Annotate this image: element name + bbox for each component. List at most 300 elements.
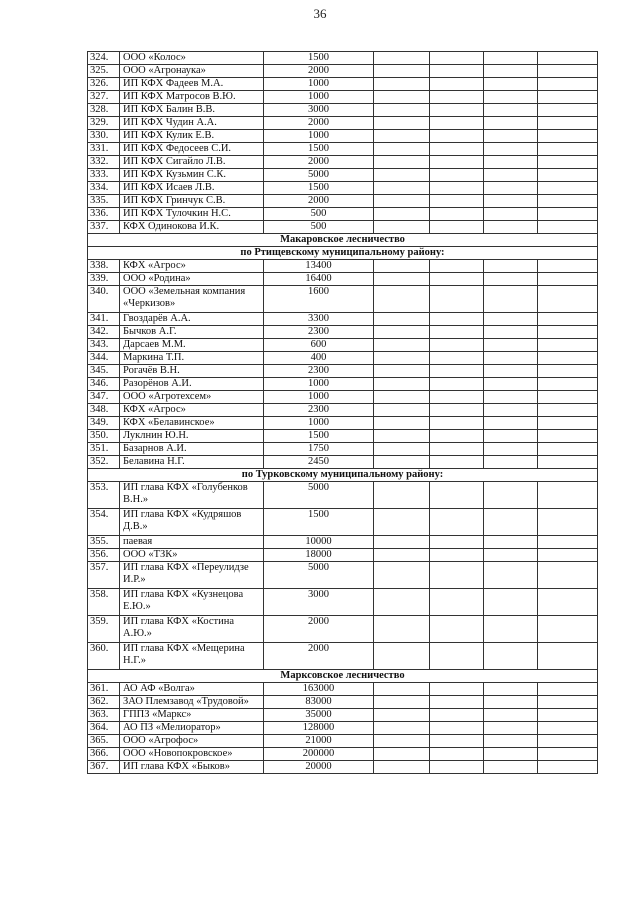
empty-cell <box>484 273 538 286</box>
table-row <box>88 417 598 430</box>
empty-cell <box>484 378 538 391</box>
table-row <box>88 260 598 273</box>
empty-cell <box>374 52 430 65</box>
area-value: 10000 <box>264 536 374 549</box>
row-number: 345. <box>88 365 120 378</box>
row-number: 359. <box>88 616 120 643</box>
empty-cell <box>374 352 430 365</box>
registry-table-body <box>88 52 598 774</box>
area-value: 1000 <box>264 130 374 143</box>
empty-cell <box>374 143 430 156</box>
empty-cell <box>538 313 598 326</box>
row-number: 340. <box>88 286 120 313</box>
empty-cell <box>538 182 598 195</box>
empty-cell <box>430 143 484 156</box>
table-row <box>88 404 598 417</box>
row-number: 364. <box>88 722 120 735</box>
table-row <box>88 430 598 443</box>
empty-cell <box>374 378 430 391</box>
empty-cell <box>430 326 484 339</box>
table-row <box>88 286 598 313</box>
table-row <box>88 589 598 616</box>
table-row <box>88 549 598 562</box>
empty-cell <box>374 456 430 469</box>
table-row <box>88 365 598 378</box>
organization-name: ИП глава КФХ «Переулидзе И.Р.» <box>120 562 264 589</box>
table-row <box>88 208 598 221</box>
organization-name: ИП КФХ Фадеев М.А. <box>120 78 264 91</box>
table-row <box>88 182 598 195</box>
empty-cell <box>484 104 538 117</box>
empty-cell <box>374 549 430 562</box>
organization-name: ИП глава КФХ «Голубенков В.Н.» <box>120 482 264 509</box>
organization-name: Дарсаев М.М. <box>120 339 264 352</box>
table-row <box>88 221 598 234</box>
empty-cell <box>430 616 484 643</box>
area-value: 128000 <box>264 722 374 735</box>
empty-cell <box>484 430 538 443</box>
table-row <box>88 156 598 169</box>
empty-cell <box>430 562 484 589</box>
empty-cell <box>484 509 538 536</box>
empty-cell <box>374 182 430 195</box>
empty-cell <box>374 696 430 709</box>
row-number: 335. <box>88 195 120 208</box>
row-number: 330. <box>88 130 120 143</box>
table-row <box>88 735 598 748</box>
empty-cell <box>430 549 484 562</box>
empty-cell <box>374 313 430 326</box>
empty-cell <box>430 352 484 365</box>
organization-name: ИП КФХ Гринчук С.В. <box>120 195 264 208</box>
area-value: 2300 <box>264 404 374 417</box>
empty-cell <box>538 339 598 352</box>
empty-cell <box>430 748 484 761</box>
row-number: 357. <box>88 562 120 589</box>
row-number: 342. <box>88 326 120 339</box>
empty-cell <box>484 339 538 352</box>
empty-cell <box>484 208 538 221</box>
organization-name: ООО «Агронаука» <box>120 65 264 78</box>
empty-cell <box>430 195 484 208</box>
area-value: 20000 <box>264 761 374 774</box>
empty-cell <box>374 748 430 761</box>
table-row <box>88 130 598 143</box>
row-number: 346. <box>88 378 120 391</box>
organization-name: ИП глава КФХ «Быков» <box>120 761 264 774</box>
organization-name: ИП КФХ Кулик Е.В. <box>120 130 264 143</box>
table-row <box>88 482 598 509</box>
area-value: 5000 <box>264 482 374 509</box>
empty-cell <box>484 722 538 735</box>
empty-cell <box>538 509 598 536</box>
empty-cell <box>430 260 484 273</box>
empty-cell <box>374 683 430 696</box>
table-row <box>88 616 598 643</box>
section-title: по Ртищевскому муниципальному району: <box>88 247 598 260</box>
empty-cell <box>538 430 598 443</box>
table-row <box>88 643 598 670</box>
empty-cell <box>374 417 430 430</box>
table-row <box>88 709 598 722</box>
empty-cell <box>430 735 484 748</box>
table-row <box>88 761 598 774</box>
table-row <box>88 78 598 91</box>
empty-cell <box>484 52 538 65</box>
row-number: 332. <box>88 156 120 169</box>
organization-name: ООО «Родина» <box>120 273 264 286</box>
empty-cell <box>374 91 430 104</box>
empty-cell <box>538 456 598 469</box>
area-value: 16400 <box>264 273 374 286</box>
section-header-row <box>88 670 598 683</box>
area-value: 2300 <box>264 326 374 339</box>
empty-cell <box>484 117 538 130</box>
area-value: 1000 <box>264 417 374 430</box>
area-value: 2000 <box>264 156 374 169</box>
table-row <box>88 104 598 117</box>
section-header-row <box>88 247 598 260</box>
empty-cell <box>538 208 598 221</box>
empty-cell <box>538 549 598 562</box>
empty-cell <box>484 286 538 313</box>
row-number: 331. <box>88 143 120 156</box>
area-value: 500 <box>264 221 374 234</box>
empty-cell <box>374 326 430 339</box>
row-number: 336. <box>88 208 120 221</box>
empty-cell <box>538 735 598 748</box>
organization-name: ИП глава КФХ «Костина А.Ю.» <box>120 616 264 643</box>
empty-cell <box>374 130 430 143</box>
empty-cell <box>538 709 598 722</box>
empty-cell <box>430 709 484 722</box>
row-number: 337. <box>88 221 120 234</box>
table-row <box>88 683 598 696</box>
empty-cell <box>538 643 598 670</box>
empty-cell <box>374 722 430 735</box>
empty-cell <box>374 761 430 774</box>
empty-cell <box>430 378 484 391</box>
empty-cell <box>430 696 484 709</box>
area-value: 2000 <box>264 616 374 643</box>
row-number: 324. <box>88 52 120 65</box>
table-row <box>88 562 598 589</box>
row-number: 347. <box>88 391 120 404</box>
empty-cell <box>538 143 598 156</box>
empty-cell <box>538 391 598 404</box>
organization-name: Маркина Т.П. <box>120 352 264 365</box>
empty-cell <box>374 117 430 130</box>
empty-cell <box>374 562 430 589</box>
empty-cell <box>374 365 430 378</box>
area-value: 35000 <box>264 709 374 722</box>
empty-cell <box>484 443 538 456</box>
area-value: 3000 <box>264 589 374 616</box>
empty-cell <box>538 404 598 417</box>
empty-cell <box>538 326 598 339</box>
empty-cell <box>538 616 598 643</box>
empty-cell <box>484 536 538 549</box>
organization-name: ИП глава КФХ «Мещерина Н.Г.» <box>120 643 264 670</box>
page-number: 36 <box>313 6 327 21</box>
area-value: 500 <box>264 208 374 221</box>
area-value: 13400 <box>264 260 374 273</box>
empty-cell <box>374 482 430 509</box>
empty-cell <box>538 761 598 774</box>
area-value: 1500 <box>264 143 374 156</box>
empty-cell <box>538 417 598 430</box>
empty-cell <box>374 273 430 286</box>
empty-cell <box>484 169 538 182</box>
area-value: 163000 <box>264 683 374 696</box>
organization-name: ООО «Новопокровское» <box>120 748 264 761</box>
row-number: 360. <box>88 643 120 670</box>
empty-cell <box>484 562 538 589</box>
row-number: 356. <box>88 549 120 562</box>
empty-cell <box>484 748 538 761</box>
table-row <box>88 326 598 339</box>
empty-cell <box>538 536 598 549</box>
empty-cell <box>430 722 484 735</box>
empty-cell <box>484 352 538 365</box>
area-value: 2000 <box>264 643 374 670</box>
empty-cell <box>484 221 538 234</box>
empty-cell <box>374 643 430 670</box>
organization-name: ИП КФХ Чудин А.А. <box>120 117 264 130</box>
row-number: 367. <box>88 761 120 774</box>
organization-name: КФХ Одинокова И.К. <box>120 221 264 234</box>
empty-cell <box>538 352 598 365</box>
empty-cell <box>538 130 598 143</box>
empty-cell <box>484 482 538 509</box>
area-value: 1600 <box>264 286 374 313</box>
area-value: 200000 <box>264 748 374 761</box>
table-row <box>88 536 598 549</box>
area-value: 2000 <box>264 65 374 78</box>
empty-cell <box>538 91 598 104</box>
table-row <box>88 443 598 456</box>
organization-name: ИП КФХ Сигайло Л.В. <box>120 156 264 169</box>
empty-cell <box>430 482 484 509</box>
empty-cell <box>374 286 430 313</box>
empty-cell <box>538 221 598 234</box>
row-number: 355. <box>88 536 120 549</box>
area-value: 3300 <box>264 313 374 326</box>
row-number: 344. <box>88 352 120 365</box>
table-row <box>88 169 598 182</box>
empty-cell <box>374 65 430 78</box>
area-value: 1000 <box>264 91 374 104</box>
table-row <box>88 748 598 761</box>
organization-name: ИП КФХ Исаев Л.В. <box>120 182 264 195</box>
section-title: Макаровское лесничество <box>88 234 598 247</box>
empty-cell <box>484 404 538 417</box>
table-row <box>88 52 598 65</box>
empty-cell <box>538 589 598 616</box>
organization-name: АО ПЗ «Мелиоратор» <box>120 722 264 735</box>
empty-cell <box>374 104 430 117</box>
empty-cell <box>374 339 430 352</box>
area-value: 1750 <box>264 443 374 456</box>
empty-cell <box>484 365 538 378</box>
table-row <box>88 352 598 365</box>
area-value: 3000 <box>264 104 374 117</box>
empty-cell <box>484 549 538 562</box>
organization-name: ООО «Земельная компания «Черкизов» <box>120 286 264 313</box>
area-value: 400 <box>264 352 374 365</box>
empty-cell <box>484 143 538 156</box>
empty-cell <box>374 195 430 208</box>
empty-cell <box>430 404 484 417</box>
row-number: 341. <box>88 313 120 326</box>
empty-cell <box>374 616 430 643</box>
organization-name: ООО «ТЗК» <box>120 549 264 562</box>
empty-cell <box>538 156 598 169</box>
row-number: 328. <box>88 104 120 117</box>
empty-cell <box>430 589 484 616</box>
area-value: 18000 <box>264 549 374 562</box>
row-number: 327. <box>88 91 120 104</box>
area-value: 2300 <box>264 365 374 378</box>
row-number: 362. <box>88 696 120 709</box>
empty-cell <box>538 273 598 286</box>
empty-cell <box>374 589 430 616</box>
table-row <box>88 273 598 286</box>
empty-cell <box>430 208 484 221</box>
organization-name: ИП глава КФХ «Кудряшов Д.В.» <box>120 509 264 536</box>
section-header-row <box>88 234 598 247</box>
empty-cell <box>484 65 538 78</box>
empty-cell <box>430 104 484 117</box>
empty-cell <box>430 286 484 313</box>
empty-cell <box>484 195 538 208</box>
empty-cell <box>430 430 484 443</box>
empty-cell <box>484 683 538 696</box>
organization-name: Разорёнов А.И. <box>120 378 264 391</box>
empty-cell <box>430 643 484 670</box>
area-value: 1500 <box>264 182 374 195</box>
organization-name: ООО «Колос» <box>120 52 264 65</box>
area-value: 2450 <box>264 456 374 469</box>
organization-name: КФХ «Белавинское» <box>120 417 264 430</box>
empty-cell <box>430 365 484 378</box>
empty-cell <box>430 417 484 430</box>
empty-cell <box>430 156 484 169</box>
organization-name: ООО «Агротехсем» <box>120 391 264 404</box>
table-row <box>88 696 598 709</box>
organization-name: ИП КФХ Федосеев С.И. <box>120 143 264 156</box>
area-value: 1000 <box>264 391 374 404</box>
empty-cell <box>430 456 484 469</box>
row-number: 343. <box>88 339 120 352</box>
empty-cell <box>484 91 538 104</box>
table-row <box>88 456 598 469</box>
empty-cell <box>430 313 484 326</box>
empty-cell <box>430 91 484 104</box>
empty-cell <box>538 378 598 391</box>
empty-cell <box>484 761 538 774</box>
empty-cell <box>374 391 430 404</box>
organization-name: ИП КФХ Тулочкин Н.С. <box>120 208 264 221</box>
empty-cell <box>430 391 484 404</box>
section-header-row <box>88 469 598 482</box>
empty-cell <box>484 313 538 326</box>
row-number: 361. <box>88 683 120 696</box>
table-row <box>88 378 598 391</box>
organization-name: КФХ «Агрос» <box>120 260 264 273</box>
empty-cell <box>374 509 430 536</box>
empty-cell <box>374 404 430 417</box>
area-value: 1500 <box>264 52 374 65</box>
empty-cell <box>430 221 484 234</box>
empty-cell <box>484 156 538 169</box>
empty-cell <box>538 52 598 65</box>
empty-cell <box>430 65 484 78</box>
row-number: 329. <box>88 117 120 130</box>
registry-table <box>87 51 598 774</box>
empty-cell <box>538 482 598 509</box>
empty-cell <box>484 326 538 339</box>
row-number: 349. <box>88 417 120 430</box>
row-number: 334. <box>88 182 120 195</box>
row-number: 363. <box>88 709 120 722</box>
area-value: 5000 <box>264 562 374 589</box>
empty-cell <box>484 391 538 404</box>
organization-name: паевая <box>120 536 264 549</box>
empty-cell <box>430 761 484 774</box>
area-value: 2000 <box>264 117 374 130</box>
empty-cell <box>538 696 598 709</box>
empty-cell <box>484 735 538 748</box>
organization-name: Луклнин Ю.Н. <box>120 430 264 443</box>
organization-name: ЗАО Племзавод «Трудовой» <box>120 696 264 709</box>
empty-cell <box>484 696 538 709</box>
organization-name: АО АФ «Волга» <box>120 683 264 696</box>
row-number: 326. <box>88 78 120 91</box>
empty-cell <box>430 273 484 286</box>
table-row <box>88 117 598 130</box>
organization-name: ИП глава КФХ «Кузнецова Е.Ю.» <box>120 589 264 616</box>
area-value: 1500 <box>264 509 374 536</box>
organization-name: ИП КФХ Балин В.В. <box>120 104 264 117</box>
empty-cell <box>484 589 538 616</box>
empty-cell <box>538 562 598 589</box>
empty-cell <box>374 443 430 456</box>
empty-cell <box>374 78 430 91</box>
empty-cell <box>374 208 430 221</box>
organization-name: Рогачёв В.Н. <box>120 365 264 378</box>
empty-cell <box>484 709 538 722</box>
area-value: 1500 <box>264 430 374 443</box>
empty-cell <box>538 195 598 208</box>
empty-cell <box>538 443 598 456</box>
empty-cell <box>374 735 430 748</box>
organization-name: ИП КФХ Матросов В.Ю. <box>120 91 264 104</box>
section-title: Марксовское лесничество <box>88 670 598 683</box>
organization-name: Бычков А.Г. <box>120 326 264 339</box>
row-number: 350. <box>88 430 120 443</box>
section-title: по Турковскому муниципальному району: <box>88 469 598 482</box>
row-number: 366. <box>88 748 120 761</box>
empty-cell <box>538 169 598 182</box>
empty-cell <box>538 65 598 78</box>
empty-cell <box>430 443 484 456</box>
row-number: 339. <box>88 273 120 286</box>
organization-name: Базарнов А.И. <box>120 443 264 456</box>
empty-cell <box>538 683 598 696</box>
empty-cell <box>484 417 538 430</box>
empty-cell <box>538 117 598 130</box>
